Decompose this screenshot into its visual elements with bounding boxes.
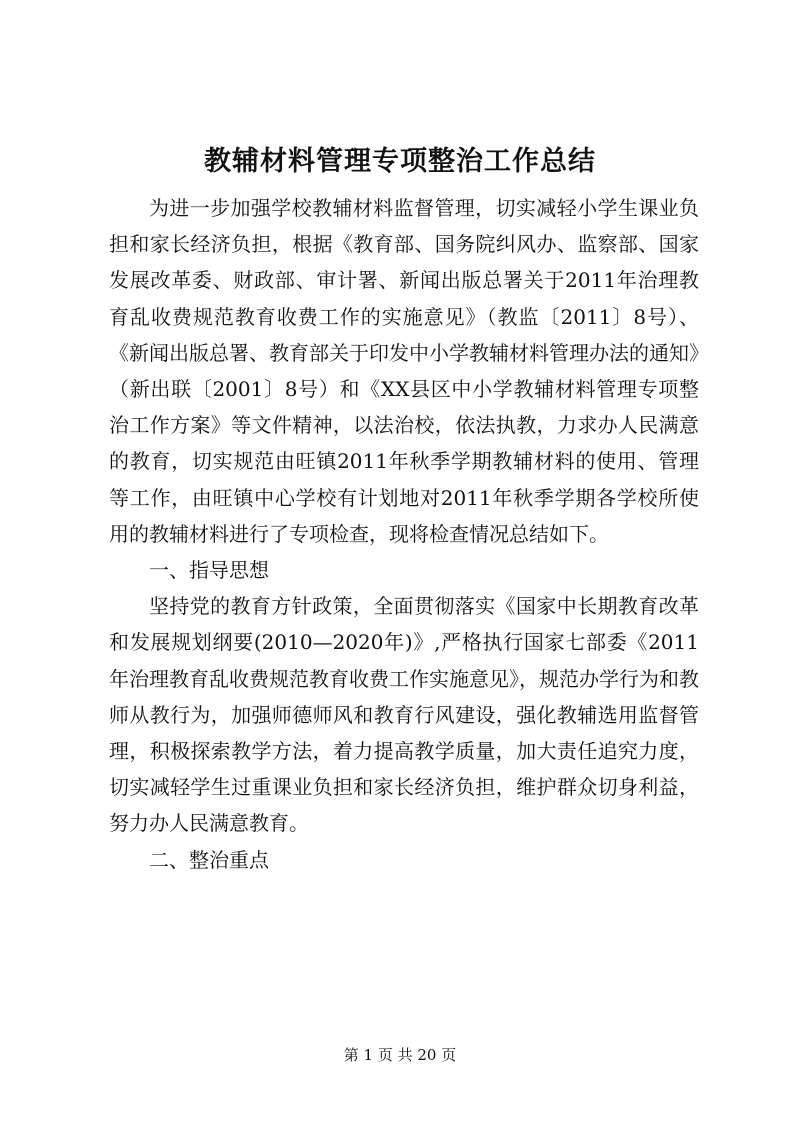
section-heading-guiding-ideology: 一、指导思想 [149,558,269,583]
section-heading-key-rectification: 二、整治重点 [149,847,269,872]
document-body [109,190,699,878]
page-title: 教辅材料管理专项整治工作总结 [204,146,596,177]
page-footer: 第 1 页 共 20 页 [343,1046,457,1064]
guiding-ideology-paragraph: 坚持党的教育方针政策，全面贯彻落实《国家中长期教育改革和发展规划纲要(2010—2020年)》,严格执行国家七部委《2011年治理教育乱收费规范教育收费工作实施意见》，规范办学行为和教师从教行为，加强师德师风和教育行风建设，强化教辅选用监督管理，积极探索教学方法，着力提高教学质量，加大责任追究力度，切实减轻学生过重课业负担和家长经济负担，维护群众切身利益，努力办人民满意教育。 [109,594,699,836]
intro-paragraph: 为进一步加强学校教辅材料监督管理，切实减轻小学生课业负担和家长经济负担，根据《教育部、国务院纠风办、监察部、国家发展改革委、财政部、审计署、新闻出版总署关于2011年治理教育乱收费规范教育收费工作的实施意见》（教监〔2011〕8号）、《新闻出版总署、教育部关于印发中小学教辅材料管理办法的通知》（新出联〔2001〕8号）和《XX县区中小学教辅材料管理专项整治工作方案》等文件精神，以法治校，依法执教，力求办人民满意的教育，切实规范由旺镇2011年秋季学期教辅材料的使用、管理等工作，由旺镇中心学校有计划地对2011年秋季学期各学校所使用的教辅材料进行了专项检查，现将检查情况总结如下。 [109,196,699,546]
